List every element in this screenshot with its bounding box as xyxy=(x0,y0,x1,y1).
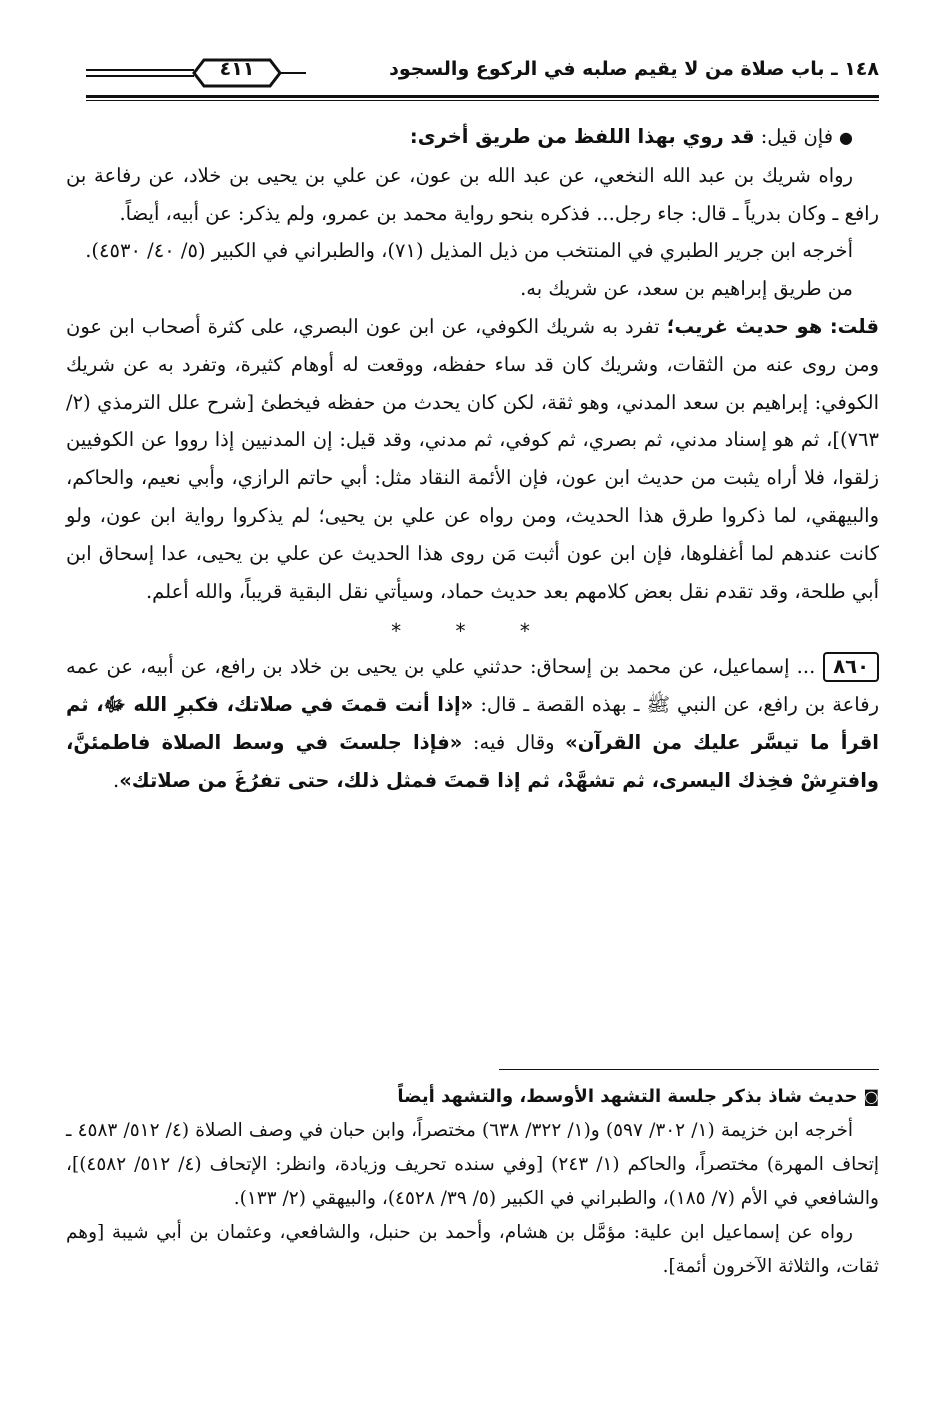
footnote-paragraph: رواه عن إسماعيل ابن علية: مؤمَّل بن هشام، وأحمد بن حنبل، والشافعي، وعثمان بن أبي شيبة [وهم ثقات، والثلاثة الآخرون أئمة]. xyxy=(66,1222,879,1277)
page-header xyxy=(86,52,879,96)
hadith-text: ... إسماعيل، عن محمد بن إسحاق: حدثني علي بن يحيى بن خلاد بن رافع، عن أبيه، عن عمه رفاعة بن رافع، عن النبي ﷺ ـ بهذه القصة ـ قال: xyxy=(66,655,879,717)
commentary-lead: قلت: هو حديث غريب؛ xyxy=(666,314,879,338)
page-number-ornament xyxy=(86,52,306,96)
hadith-quote: «إذا أنت قمتَ في صلاتك، فكبرِ الله ﷻ، ثم اقرأ ما تيسَّر عليك من القرآن» xyxy=(66,693,879,754)
main-text xyxy=(66,118,879,800)
bullet-icon: ● xyxy=(839,128,853,147)
commentary-text: تفرد به شريك الكوفي، عن ابن عون البصري، على كثرة أصحاب ابن عون ومن روى عنه من الثقات، وشريك كان قد ساء حفظه، ووقعت له أوهام كثيرة، وتفرد به عن شريك الكوفي: إبراهيم بن سعد المدني، وهو ثقة، لكن كان يحدث من حفظه فيخطئ [شرح علل الترمذي (٢/ ٧٦٣)]، ثم هو إسناد مدني، ثم بصري، ثم كوفي، ثم مدني، وقد قيل: إن المدنيين إذا رووا عن الكوفيين زلقوا، فلا أراه يثبت من حديث ابن عون، فإن الأئمة النقاد مثل: أبي حاتم الرازي، وأبي نعيم، والحاكم، والبيهقي، لما ذكروا طرق هذا الحديث، ومن رواه عن علي بن يحيى؛ لم يذكروا رواية ابن عون، ولو كانت عندهم لما أغفلوها، فإن ابن عون أثبت مَن روى هذا الحديث عن علي بن يحيى، عدا إسحاق ابن أبي طلحة، وقد تقدم نقل بعض كلامهم بعد حديث حماد، وسيأتي نقل البقية قريباً، والله أعلم. xyxy=(66,314,879,603)
paragraph: أخرجه ابن جرير الطبري في المنتخب من ذيل المذيل (٧١)، والطبراني في الكبير (٥/ ٤٠/ ٤٥٣٠). xyxy=(85,239,853,263)
book-icon: ◙ xyxy=(863,1087,879,1106)
question-lead: فإن قيل: xyxy=(754,125,834,148)
footnote-paragraph: أخرجه ابن خزيمة (١/ ٣٠٢/ ٥٩٧) و(١/ ٣٢٢/ ٦٣٨) مختصراً، وابن حبان في وصف الصلاة (٤/ ٥١٢/ ٤٥٨٣ ـ إتحاف المهرة) مختصراً، والحاكم (١/ ٢٤٣) [وفي سنده تحريف وزيادة، وانظر: الإتحاف (٤/ ٥١٢/ ٤٥٨٢)]، والشافعي في الأم (٧/ ١٨٥)، والطبراني في الكبير (٥/ ٣٩/ ٤٥٢٨)، والبيهقي (٢/ ١٣٣). xyxy=(66,1120,880,1209)
hadith-text: . xyxy=(113,768,120,792)
ornament-frame-icon xyxy=(86,52,306,96)
footnote-title: حديث شاذ بذكر جلسة التشهد الأوسط، والتشهد أيضاً xyxy=(397,1086,858,1107)
question-line xyxy=(66,118,879,157)
hadith-text: وقال فيه: xyxy=(462,730,566,754)
footnotes xyxy=(66,1080,879,1284)
header-rule xyxy=(86,95,879,98)
question-bold: قد روي بهذا اللفظ من طريق أخرى: xyxy=(409,125,755,148)
chapter-title: ١٤٨ ـ باب صلاة من لا يقيم صلبه في الركوع والسجود xyxy=(389,58,879,80)
header-rule-thin xyxy=(86,100,879,101)
page-number: ٤١١ xyxy=(219,58,255,80)
hadith-paragraph xyxy=(66,648,879,799)
section-separator: * * * xyxy=(391,619,554,644)
paragraph: من طريق إبراهيم بن سعد، عن شريك به. xyxy=(520,277,853,301)
hadith-number: ٨٦٠ xyxy=(823,652,879,682)
footnote-divider xyxy=(499,1069,879,1070)
commentary-paragraph xyxy=(66,308,879,610)
footnote-heading xyxy=(66,1080,879,1114)
hadith-quote: «فإذا جلستَ في وسط الصلاة فاطمئنَّ، وافترِشْ فخِذك اليسرى، ثم تشهَّدْ، ثم إذا قمتَ فمثل ذلك، حتى تفرُغَ من صلاتك» xyxy=(66,730,879,792)
paragraph: رواه شريك بن عبد الله النخعي، عن عبد الله بن عون، عن علي بن يحيى بن خلاد، عن رفاعة بن رافع ـ وكان بدرياً ـ قال: جاء رجل... فذكره بنحو رواية محمد بن عمرو، ولم يذكر: عن أبيه، أيضاً. xyxy=(66,163,879,225)
